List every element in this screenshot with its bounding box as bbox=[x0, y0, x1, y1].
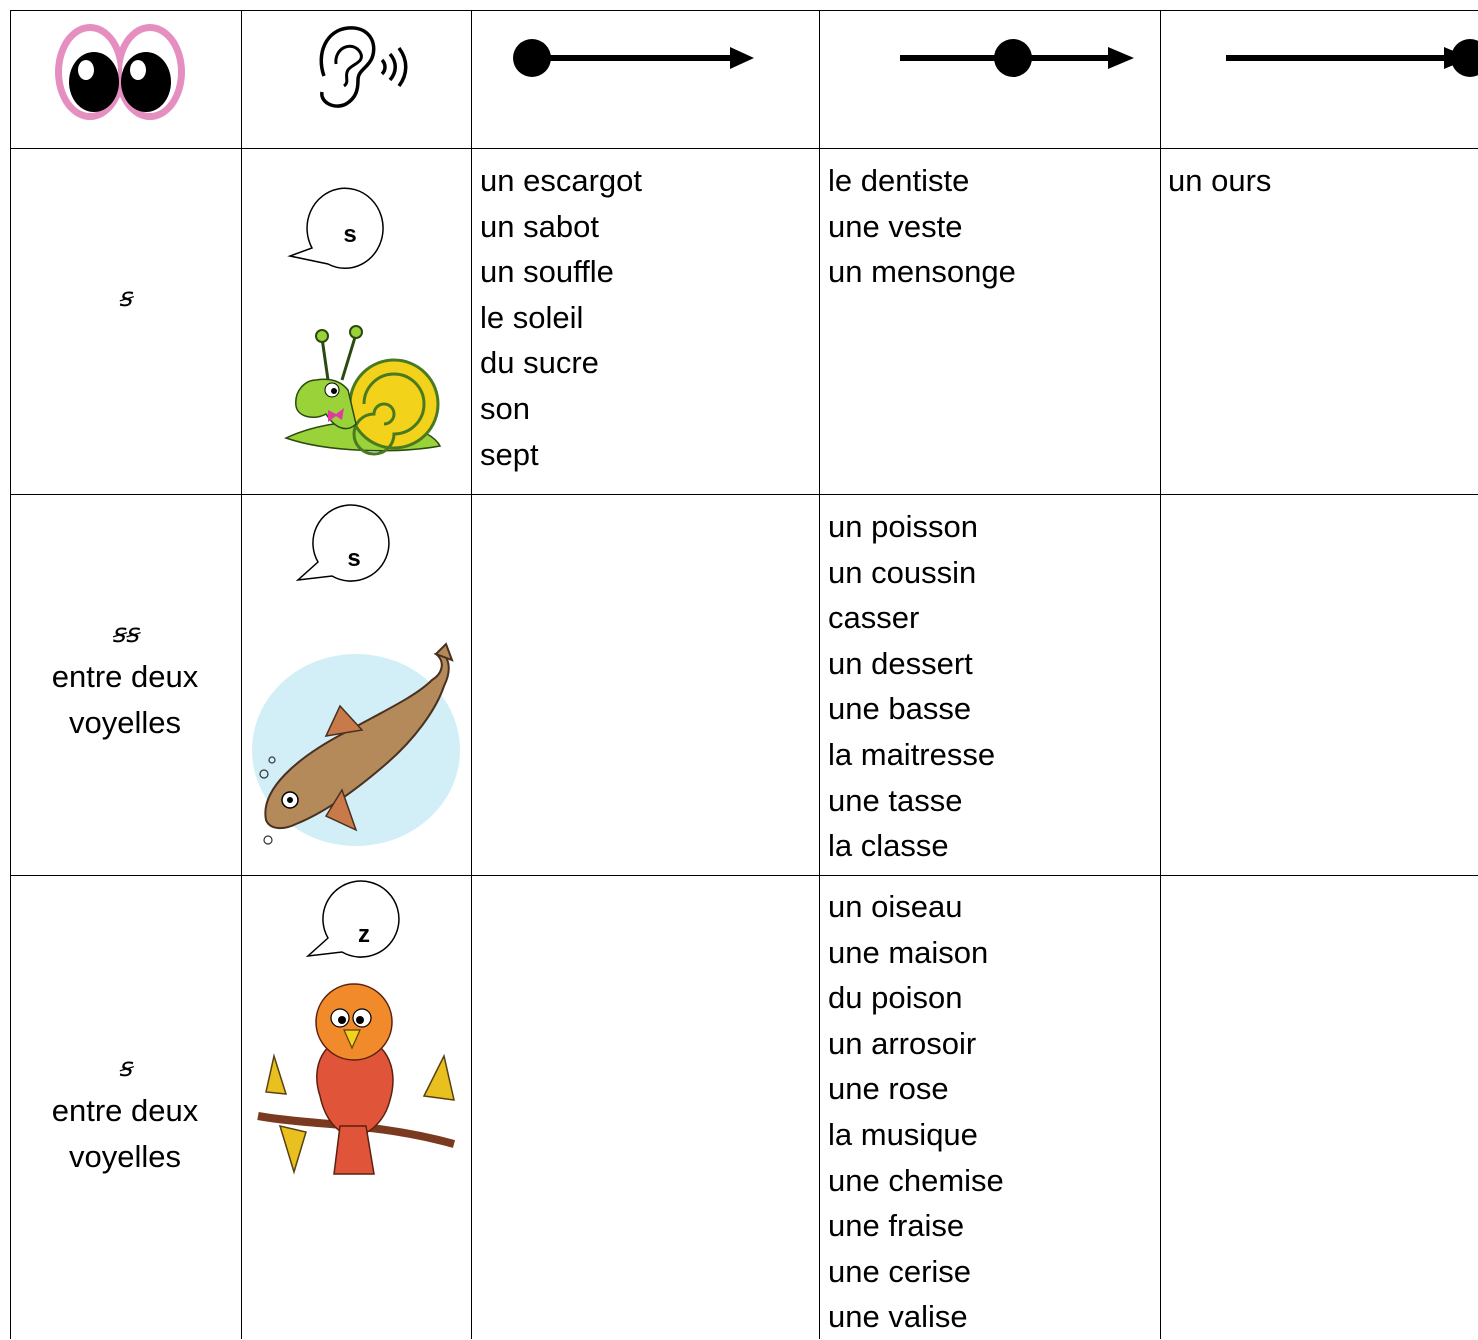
row-label bbox=[10, 1048, 240, 1180]
list-item: la musique bbox=[828, 1116, 978, 1152]
fish-illustration bbox=[246, 640, 464, 854]
list-item: du sucre bbox=[480, 345, 599, 381]
row-label bbox=[10, 614, 240, 746]
column-divider bbox=[819, 10, 820, 1339]
speech-bubble bbox=[296, 512, 396, 586]
row-label bbox=[10, 278, 240, 318]
arrow-start-icon bbox=[510, 36, 760, 80]
letter-note: entre deux voyelles bbox=[51, 659, 199, 740]
list-item: du poison bbox=[828, 980, 963, 1016]
row-divider bbox=[10, 148, 1478, 149]
speech-bubble bbox=[288, 190, 392, 276]
list-item: un dessert bbox=[828, 645, 973, 681]
list-item: sept bbox=[480, 436, 539, 472]
column-divider bbox=[471, 10, 472, 1339]
speech-bubble bbox=[306, 888, 406, 962]
arrow-middle-icon bbox=[900, 36, 1140, 80]
list-item: le dentiste bbox=[828, 163, 970, 198]
bubble-sound: z bbox=[358, 921, 370, 948]
list-item: une tasse bbox=[828, 782, 963, 818]
list-item: un poisson bbox=[828, 509, 978, 544]
list-item: une valise bbox=[828, 1299, 968, 1335]
list-item: une basse bbox=[828, 691, 972, 727]
bird-illustration bbox=[254, 976, 464, 1180]
list-item: la maitresse bbox=[828, 736, 996, 772]
table-border-top bbox=[10, 10, 1478, 11]
arrow-end-icon bbox=[1226, 36, 1478, 80]
ear-sound-icon bbox=[312, 24, 416, 110]
list-item: la classe bbox=[828, 828, 949, 864]
letter-cursive: ꞩ bbox=[118, 283, 132, 313]
list-item: une chemise bbox=[828, 1162, 1004, 1198]
letter-cursive: ꞩ bbox=[118, 1053, 132, 1083]
list-item: le soleil bbox=[480, 299, 584, 335]
list-item: un coussin bbox=[828, 554, 977, 590]
list-item: un ours bbox=[1168, 163, 1272, 198]
bubble-sound: s bbox=[347, 545, 361, 572]
list-item: un oiseau bbox=[828, 889, 963, 924]
list-item: une rose bbox=[828, 1071, 949, 1107]
list-item: un escargot bbox=[480, 163, 642, 198]
list-item: un souffle bbox=[480, 254, 614, 290]
letter-cursive: ꞩꞩ bbox=[111, 619, 139, 649]
column-divider bbox=[1160, 10, 1161, 1339]
list-item: son bbox=[480, 390, 530, 426]
start-word-list bbox=[480, 158, 642, 477]
list-item: une fraise bbox=[828, 1208, 965, 1244]
column-divider bbox=[241, 10, 242, 1339]
end-word-list bbox=[1168, 158, 1271, 204]
list-item: une maison bbox=[828, 934, 989, 970]
list-item: une cerise bbox=[828, 1253, 972, 1289]
list-item: une veste bbox=[828, 208, 963, 244]
letter-note: entre deux voyelles bbox=[51, 1093, 199, 1174]
bubble-sound: s bbox=[343, 221, 357, 248]
row-divider bbox=[10, 875, 1478, 876]
list-item: un mensonge bbox=[828, 254, 1016, 290]
list-item: un arrosoir bbox=[828, 1025, 977, 1061]
eyes-icon bbox=[52, 20, 188, 126]
list-item: casser bbox=[828, 600, 920, 636]
list-item: un sabot bbox=[480, 208, 599, 244]
middle-word-list bbox=[828, 884, 1004, 1340]
snail-illustration bbox=[276, 320, 444, 456]
middle-word-list bbox=[828, 158, 1016, 295]
middle-word-list bbox=[828, 504, 995, 869]
row-divider bbox=[10, 494, 1478, 495]
